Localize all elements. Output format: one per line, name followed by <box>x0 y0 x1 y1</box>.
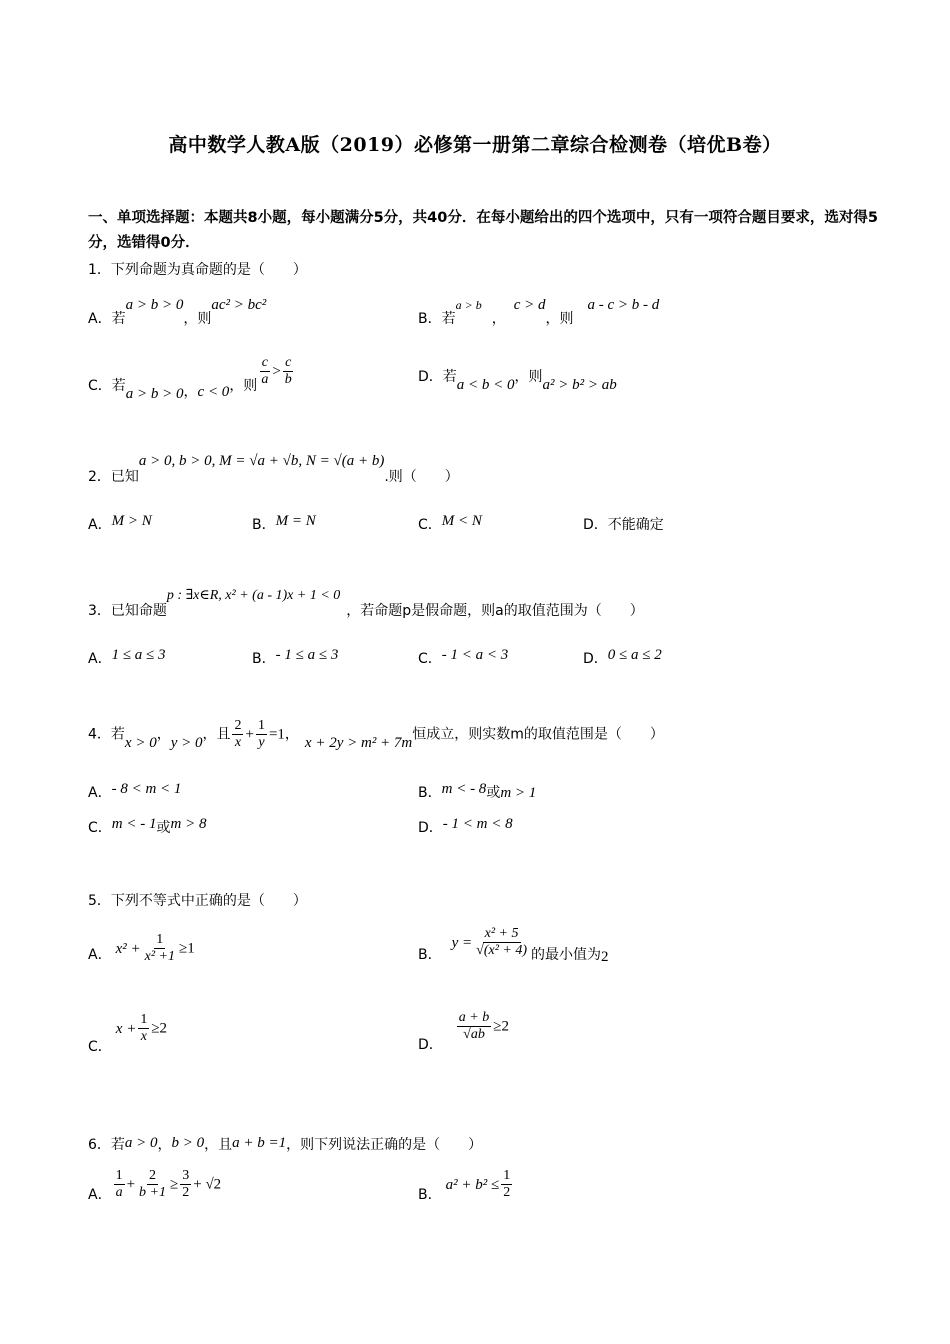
q4-option-d[interactable]: D．- 1 < m < 8 <box>418 816 513 836</box>
q3-option-d[interactable]: D．0 ≤ a ≤ 2 <box>583 647 662 667</box>
option-label: D． <box>418 820 443 836</box>
q3-option-c[interactable]: C．- 1 < a < 3 <box>418 647 509 667</box>
q5-stem: 5．下列不等式中正确的是（ ） <box>88 893 307 909</box>
q1-a-result: ac² > bc² <box>211 297 267 313</box>
option-label: A． <box>88 311 112 327</box>
q3-option-b[interactable]: B．- 1 ≤ a ≤ 3 <box>252 647 339 667</box>
option-label: B． <box>418 785 442 801</box>
q6-option-b[interactable]: B．a² + b² ≤ $\frac{1}{2}$ <box>418 1168 511 1203</box>
q5-option-a[interactable]: A． x² + $\frac{1}{\text{x² +1}}$ ≥1 <box>88 932 195 964</box>
option-label: A． <box>88 946 112 963</box>
q3-stem: 3．已知命题p : ∃x∈R, x² + (a - 1)x + 1 < 0，若命题p是假命题，则a的取值范围为（ ） <box>88 588 644 619</box>
q2-stem-math: a > 0, b > 0, M = √a + √b, N = √(a + b) <box>138 453 385 469</box>
option-label: D． <box>583 517 608 533</box>
q3-option-a[interactable]: A．1 ≤ a ≤ 3 <box>88 647 166 667</box>
q6-stem: 6．若a > 0，b > 0，且a + b =1，则下列说法正确的是（ ） <box>88 1135 483 1153</box>
q1-option-a[interactable]: A．若a > b > 0，则ac² > bc² <box>88 297 267 327</box>
page-title: 高中数学人教A版（2019）必修第一册第二章综合检测卷（培优B卷） <box>168 134 782 156</box>
option-label: D． <box>583 651 608 667</box>
q3-stem-math: p : ∃x∈R, x² + (a - 1)x + 1 < 0 <box>166 588 341 603</box>
q2-option-d[interactable]: D．不能确定 <box>583 517 664 533</box>
q1-option-c[interactable]: C．若a > b > 0，c < 0，则 $\frac{c}{a}$ > $\frac{c}{b}$ <box>88 355 292 402</box>
q2-stem: 2．已知a > 0, b > 0, M = √a + √b, N = √(a + b).则（ ） <box>88 453 459 485</box>
option-label: C． <box>88 1038 112 1055</box>
q5-option-b[interactable]: B．y = $\frac{\text{x² + 5}}{\text{√(x² + 4)}}$ 的最小值为2 <box>418 926 609 965</box>
q1-d-result: a² > b² > ab <box>542 377 617 393</box>
section-heading: 一、单项选择题：本题共8小题，每小题满分5分，共40分．在每小题给出的四个选项中，只有一项符合题目要求，选对得5分，选错得0分． <box>88 210 878 251</box>
option-label: D． <box>418 1036 443 1053</box>
q6-option-a[interactable]: A． $\frac{1}{a}$ + $\frac{2}{b +1}$ ≥ $\frac{3}{2}$ + √2 <box>88 1168 222 1203</box>
q4-stem: 4．若x > 0，y > 0，且 $\frac{2}{x}$ + $\frac{1}{y}$ =1， x + 2y > m² + 7m恒成立，则实数m的取值范围是（ ） <box>88 718 664 751</box>
q4-option-b[interactable]: B．m < - 8或m > 1 <box>418 781 537 801</box>
q5-option-d[interactable]: D． $\frac{a + b}{√ab}$ ≥2 <box>418 1010 509 1053</box>
q2-option-a[interactable]: A．M > N <box>88 513 152 533</box>
option-label: D． <box>418 369 443 385</box>
q1-stem: 1．下列命题为真命题的是（ ） <box>88 262 307 278</box>
option-label: A． <box>88 785 112 801</box>
q1-c-result: $\frac{c}{a}$ <box>261 355 269 387</box>
option-label: C． <box>418 517 442 533</box>
option-label: B． <box>418 1186 442 1203</box>
q1-option-d[interactable]: D．若a < b < 0，则a² > b² > ab <box>418 369 617 393</box>
option-label: C． <box>418 651 442 667</box>
q2-option-c[interactable]: C．M < N <box>418 513 482 533</box>
option-label: A． <box>88 651 112 667</box>
option-label: B． <box>252 517 276 533</box>
q4-option-a[interactable]: A．- 8 < m < 1 <box>88 781 182 801</box>
option-label: C． <box>88 820 112 836</box>
q2-option-b[interactable]: B．M = N <box>252 513 316 533</box>
q1-b-result: a - c > b - d <box>587 297 660 313</box>
q4-option-c[interactable]: C．m < - 1或m > 8 <box>88 816 207 836</box>
option-label: B． <box>418 311 442 327</box>
option-label: B． <box>252 651 276 667</box>
option-label: B． <box>418 946 442 963</box>
option-label: C． <box>88 377 112 394</box>
option-label: A． <box>88 517 112 533</box>
q1-option-b[interactable]: B．若a > b，c > d，则a - c > b - d <box>418 297 660 327</box>
q5-option-c[interactable]: C．x + $\frac{1}{x}$ ≥2 <box>88 1012 168 1055</box>
option-label: A． <box>88 1186 112 1203</box>
q1-a-condition: a > b > 0 <box>125 297 184 313</box>
